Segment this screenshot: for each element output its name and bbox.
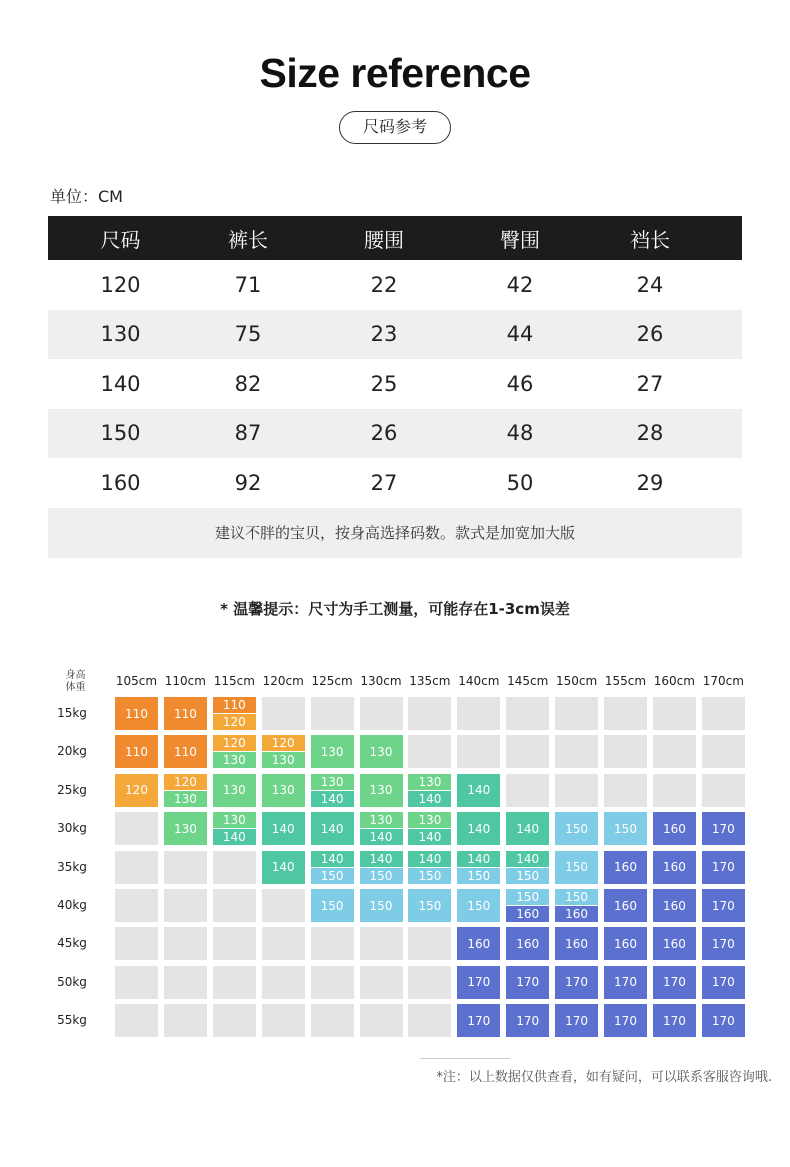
grid-cell: [360, 927, 403, 960]
size-label: 130: [360, 774, 403, 807]
grid-cell: [311, 735, 354, 768]
grid-cell: [604, 966, 647, 999]
grid-corner-label: [48, 670, 103, 694]
grid-cell: [360, 1004, 403, 1037]
grid-cell: [653, 1004, 696, 1037]
grid-cell: [164, 851, 207, 884]
grid-cell: [702, 697, 745, 730]
cell: 28: [636, 421, 664, 446]
size-label: 140: [213, 829, 256, 845]
grid-cell: [604, 735, 647, 768]
size-label: 150: [408, 889, 451, 922]
grid-cell: [408, 774, 451, 807]
size-label: 120: [115, 774, 158, 807]
size-label: 170: [702, 851, 745, 884]
grid-cell: [360, 735, 403, 768]
cell: 46: [506, 371, 534, 396]
grid-cell: [311, 774, 354, 807]
size-label: 130: [164, 812, 207, 845]
size-label: 140: [360, 851, 403, 867]
grid-cell: [262, 889, 305, 922]
column-header: 160cm: [653, 674, 695, 688]
size-label: 150: [311, 889, 354, 922]
grid-cell: [457, 812, 500, 845]
grid-cell: [555, 927, 598, 960]
row-header: 50kg: [57, 974, 87, 989]
size-label: 140: [262, 812, 305, 845]
grid-cell: [506, 735, 549, 768]
grid-cell: [360, 697, 403, 730]
grid-cell: [213, 889, 256, 922]
grid-cell: [262, 851, 305, 884]
size-label: 170: [702, 927, 745, 960]
size-label: 160: [604, 927, 647, 960]
grid-cell: [164, 735, 207, 768]
size-label: 120: [213, 714, 256, 730]
size-label: 130: [213, 812, 256, 828]
grid-cell: [164, 697, 207, 730]
grid-cell: [115, 889, 158, 922]
grid-cell: [604, 927, 647, 960]
cell: 26: [370, 421, 398, 446]
size-label: 150: [506, 868, 549, 884]
grid-cell: [702, 889, 745, 922]
size-label: 170: [702, 966, 745, 999]
size-label: 160: [506, 927, 549, 960]
grid-cell: [164, 1004, 207, 1037]
cell: 24: [636, 272, 664, 297]
size-label: 120: [262, 735, 305, 751]
grid-cell: [311, 851, 354, 884]
grid-cell: [702, 927, 745, 960]
grid-cell: [311, 889, 354, 922]
grid-cell: [555, 812, 598, 845]
grid-cell: [457, 735, 500, 768]
row-header: 40kg: [57, 898, 87, 912]
size-label: 120: [213, 735, 256, 751]
size-label: 110: [213, 697, 256, 713]
row-header: 15kg: [57, 706, 87, 720]
row-header: 45kg: [57, 936, 87, 951]
cell: 27: [370, 470, 398, 495]
grid-cell: [653, 966, 696, 999]
size-label: 140: [311, 851, 354, 867]
grid-cell: [506, 697, 549, 730]
cell: 44: [506, 322, 534, 347]
table-header: [48, 216, 742, 260]
grid-cell: [115, 812, 158, 845]
grid-cell: [555, 697, 598, 730]
grid-cell: [555, 1004, 598, 1037]
size-label: 160: [457, 927, 500, 960]
grid-cell: [164, 774, 207, 807]
row-header: 35kg: [57, 859, 87, 874]
table-row: [48, 260, 742, 310]
grid-cell: [213, 966, 256, 999]
grid-cell: [311, 697, 354, 730]
size-label: 140: [408, 851, 451, 867]
grid-cell: [506, 1004, 549, 1037]
grid-cell: [555, 889, 598, 922]
grid-cell: [115, 851, 158, 884]
size-label: 140: [506, 851, 549, 867]
size-label: 170: [457, 1004, 500, 1037]
table-row: [48, 310, 742, 360]
size-label: 110: [115, 735, 158, 768]
size-label: 160: [555, 906, 598, 922]
grid-cell: [164, 812, 207, 845]
subtitle-pill: 尺码参考: [339, 111, 451, 144]
size-label: 130: [213, 752, 256, 768]
size-label: 140: [506, 812, 549, 845]
grid-cell: [702, 735, 745, 768]
size-label: 160: [653, 851, 696, 884]
size-label: 140: [360, 829, 403, 845]
table-row: [48, 458, 742, 508]
size-label: 130: [164, 791, 207, 807]
column-header: 125cm: [311, 674, 353, 688]
size-label: 130: [360, 812, 403, 828]
size-label: 140: [311, 812, 354, 845]
size-label: 160: [506, 906, 549, 922]
grid-cell: [604, 697, 647, 730]
size-label: 160: [604, 851, 647, 884]
size-label: 130: [311, 774, 354, 790]
size-label: 170: [702, 889, 745, 922]
grid-cell: [506, 927, 549, 960]
grid-cell: [360, 812, 403, 845]
unit-label: 单位：CM: [50, 187, 123, 206]
grid-cell: [115, 927, 158, 960]
header-size: 尺码: [100, 227, 141, 252]
grid-cell: [408, 735, 451, 768]
grid-cell: [653, 927, 696, 960]
grid-cell: [457, 889, 500, 922]
grid-cell: [702, 774, 745, 807]
grid-cell: [653, 851, 696, 884]
grid-cell: [213, 735, 256, 768]
size-label: 150: [506, 889, 549, 905]
size-label: 130: [408, 774, 451, 790]
grid-cell: [408, 927, 451, 960]
grid-cell: [408, 966, 451, 999]
column-header: 150cm: [555, 674, 598, 688]
size-label: 150: [555, 889, 598, 905]
size-label: 170: [604, 1004, 647, 1037]
grid-cell: [408, 812, 451, 845]
cell: 50: [506, 470, 534, 495]
size-label: 170: [702, 812, 745, 845]
grid-cell: [506, 966, 549, 999]
size-label: 130: [311, 735, 354, 768]
column-header: 170cm: [702, 674, 744, 688]
table-note: 建议不胖的宝贝，按身高选择码数。款式是加宽加大版: [48, 508, 742, 558]
size-label: 150: [408, 868, 451, 884]
grid-cell: [702, 851, 745, 884]
height-axis-label: 身高: [65, 670, 86, 681]
size-label: 170: [506, 1004, 549, 1037]
grid-cell: [653, 735, 696, 768]
size-label: 140: [311, 791, 354, 807]
cell: 160: [100, 470, 141, 495]
size-label: 140: [408, 829, 451, 845]
size-label: 110: [115, 697, 158, 730]
size-label: 140: [262, 851, 305, 884]
size-label: 170: [555, 1004, 598, 1037]
column-header: 135cm: [409, 674, 451, 688]
grid-cell: [164, 927, 207, 960]
grid-cell: [604, 851, 647, 884]
measurement-tip: * 温馨提示：尺寸为手工测量，可能存在1-3cm误差: [220, 600, 570, 618]
grid-cell: [311, 966, 354, 999]
grid-cell: [457, 1004, 500, 1037]
grid-cell: [408, 1004, 451, 1037]
size-label: 120: [164, 774, 207, 790]
grid-cell: [262, 966, 305, 999]
footnote: *注：以上数据仅供查看，如有疑问，可以联系客服咨询哦.: [436, 1070, 772, 1085]
grid-cell: [115, 774, 158, 807]
grid-cell: [702, 1004, 745, 1037]
cell: 130: [100, 322, 141, 347]
size-label: 170: [702, 1004, 745, 1037]
grid-cell: [457, 966, 500, 999]
cell: 29: [636, 470, 664, 495]
grid-cell: [653, 812, 696, 845]
grid-cell: [360, 889, 403, 922]
cell: 25: [370, 371, 398, 396]
column-header: 105cm: [115, 674, 158, 688]
cell: 26: [636, 322, 664, 347]
grid-cell: [164, 889, 207, 922]
size-label: 160: [653, 927, 696, 960]
size-label: 170: [555, 966, 598, 999]
cell: 150: [100, 421, 141, 446]
cell: 140: [100, 371, 141, 396]
size-label: 150: [311, 868, 354, 884]
size-chart-grid: [48, 664, 744, 1044]
grid-cell: [604, 1004, 647, 1037]
grid-cell: [457, 851, 500, 884]
size-label: 110: [164, 735, 207, 768]
footnote-divider: [420, 1058, 510, 1059]
size-label: 170: [604, 966, 647, 999]
grid-cell: [604, 889, 647, 922]
column-header: 155cm: [604, 674, 647, 688]
grid-cell: [506, 851, 549, 884]
size-label: 170: [506, 966, 549, 999]
grid-cell: [457, 697, 500, 730]
size-label: 150: [457, 868, 500, 884]
cell: 92: [234, 470, 262, 495]
size-label: 170: [653, 1004, 696, 1037]
grid-cell: [702, 812, 745, 845]
grid-cell: [604, 774, 647, 807]
size-label: 150: [555, 851, 598, 884]
size-label: 150: [604, 812, 647, 845]
table-row: [48, 359, 742, 409]
size-label: 160: [604, 889, 647, 922]
size-table: [48, 216, 742, 558]
grid-cell: [262, 927, 305, 960]
grid-cell: [506, 812, 549, 845]
grid-cell: [213, 697, 256, 730]
size-label: 140: [408, 791, 451, 807]
column-header: 130cm: [360, 674, 402, 688]
cell: 48: [506, 421, 534, 446]
header-waist: 腰围: [364, 227, 404, 252]
grid-cell: [262, 735, 305, 768]
grid-cell: [115, 697, 158, 730]
header-pants-length: 裤长: [228, 227, 268, 252]
table-row: [48, 409, 742, 459]
grid-cell: [213, 1004, 256, 1037]
size-label: 140: [457, 812, 500, 845]
cell: 71: [234, 272, 262, 297]
size-label: 160: [653, 889, 696, 922]
cell: 22: [370, 272, 398, 297]
size-label: 150: [555, 812, 598, 845]
grid-cell: [408, 851, 451, 884]
grid-cell: [506, 774, 549, 807]
grid-cell: [408, 889, 451, 922]
grid-cell: [262, 697, 305, 730]
size-label: 150: [457, 889, 500, 922]
cell: 82: [234, 371, 262, 396]
cell: 27: [636, 371, 664, 396]
grid-cell: [115, 735, 158, 768]
weight-axis-label: 体重: [65, 682, 86, 693]
size-label: 150: [360, 868, 403, 884]
size-label: 170: [653, 966, 696, 999]
size-label: 160: [653, 812, 696, 845]
grid-cell: [653, 889, 696, 922]
size-label: 130: [360, 735, 403, 768]
cell: 75: [234, 322, 262, 347]
size-label: 130: [262, 752, 305, 768]
size-label: 160: [555, 927, 598, 960]
size-label: 130: [408, 812, 451, 828]
column-header: 110cm: [164, 674, 206, 688]
column-header: 115cm: [213, 674, 255, 688]
size-label: 140: [457, 774, 500, 807]
grid-cell: [311, 812, 354, 845]
grid-cell: [360, 851, 403, 884]
grid-cell: [555, 966, 598, 999]
grid-cell: [262, 1004, 305, 1037]
size-label: 170: [457, 966, 500, 999]
size-label: 140: [457, 851, 500, 867]
grid-cell: [262, 812, 305, 845]
grid-cell: [360, 966, 403, 999]
row-header: 30kg: [57, 821, 87, 836]
grid-cell: [555, 735, 598, 768]
column-header: 120cm: [262, 674, 304, 688]
grid-cell: [506, 889, 549, 922]
grid-cell: [555, 851, 598, 884]
size-label: 110: [164, 697, 207, 730]
grid-cell: [408, 697, 451, 730]
grid-cell: [213, 774, 256, 807]
grid-cell: [164, 966, 207, 999]
column-header: 140cm: [458, 674, 500, 688]
grid-cell: [311, 927, 354, 960]
grid-cell: [457, 774, 500, 807]
column-header: 145cm: [507, 674, 549, 688]
grid-cell: [360, 774, 403, 807]
grid-cell: [115, 1004, 158, 1037]
size-label: 130: [262, 774, 305, 807]
grid-cell: [653, 774, 696, 807]
grid-cell: [653, 697, 696, 730]
size-label: 150: [360, 889, 403, 922]
grid-cell: [213, 812, 256, 845]
row-header: 25kg: [57, 782, 87, 797]
grid-cell: [115, 966, 158, 999]
row-header: 20kg: [57, 744, 87, 759]
grid-cell: [457, 927, 500, 960]
grid-cell: [555, 774, 598, 807]
cell: 23: [370, 322, 398, 347]
grid-cell: [311, 1004, 354, 1037]
grid-cell: [213, 927, 256, 960]
grid-cell: [702, 966, 745, 999]
grid-cell: [604, 812, 647, 845]
cell: 42: [506, 272, 534, 297]
grid-cell: [262, 774, 305, 807]
cell: 87: [234, 421, 262, 446]
header-crotch: 裆长: [630, 227, 670, 252]
cell: 120: [100, 272, 141, 297]
page-title: Size reference: [259, 50, 531, 96]
header-hip: 臀围: [500, 227, 540, 252]
grid-cell: [213, 851, 256, 884]
row-header: 55kg: [57, 1013, 87, 1028]
size-label: 130: [213, 774, 256, 807]
